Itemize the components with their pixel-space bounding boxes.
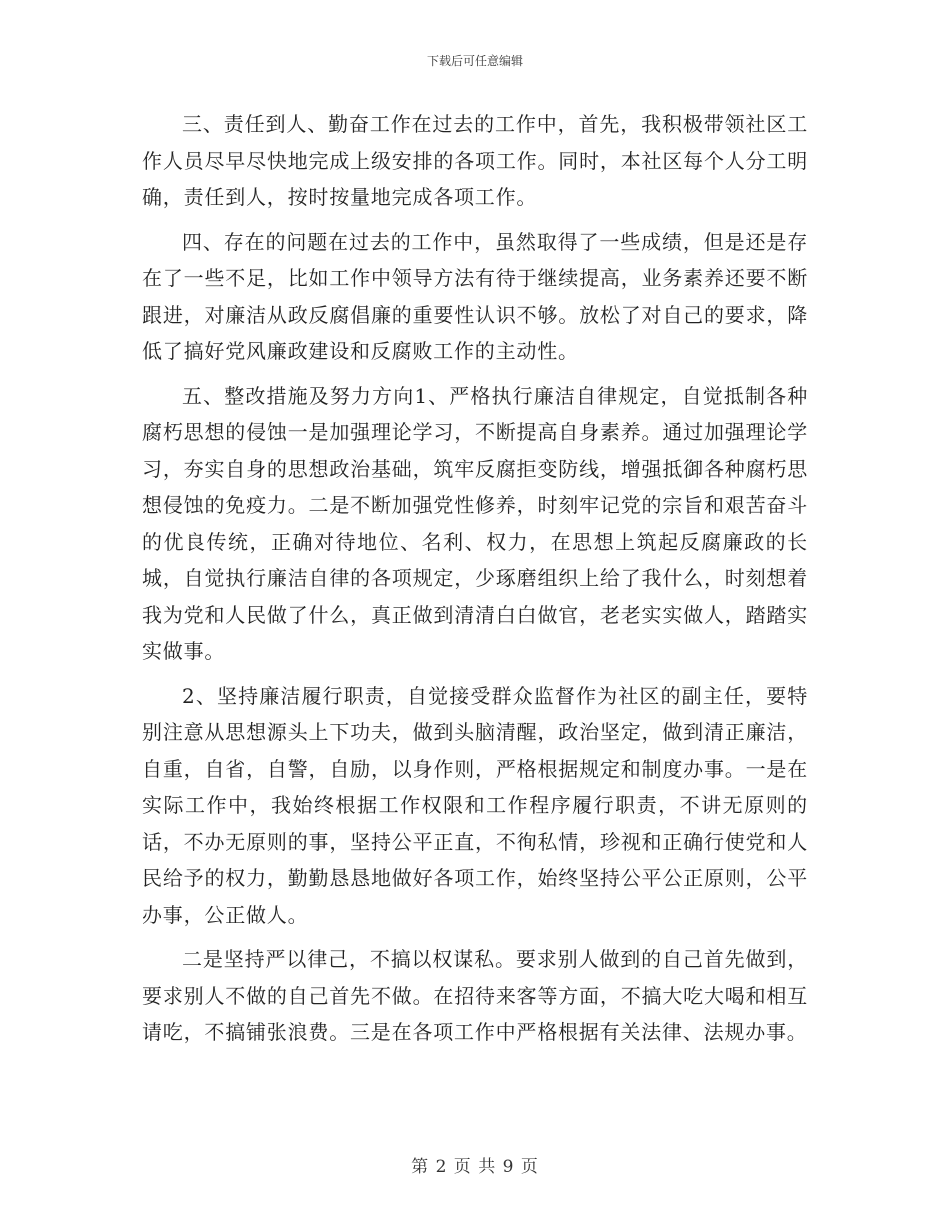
paragraph-responsibility: 三、责任到人、勤奋工作在过去的工作中，首先，我积极带领社区工作人员尽早尽快地完成上级安排的各项工作。同时，本社区每个人分工明确，责任到人，按时按量地完成各项工作。 (142, 112, 808, 209)
paragraph-integrity-duties: 2、坚持廉洁履行职责，自觉接受群众监督作为社区的副主任，要特别注意从思想源头上下功夫，做到头脑清醒，政治坚定，做到清正廉洁，自重，自省，自警，自励，以身作则，严格根据规定和制度办事。一是在实际工作中，我始终根据工作权限和工作程序履行职责，不讲无原则的话，不办无原则的事，坚持公平正直，不徇私情，珍视和正确行使党和人民给予的权力，勤勤恳恳地做好各项工作，始终坚持公平公正原则，公平办事，公正做人。 (142, 683, 808, 927)
paragraph-self-discipline: 二是坚持严以律己，不搞以权谋私。要求别人做到的自己首先做到，要求别人不做的自己首先不做。在招待来客等方面，不搞大吃大喝和相互请吃，不搞铺张浪费。三是在各项工作中严格根据有关法律、法规办事。 (142, 947, 808, 1044)
document-body (142, 106, 808, 1059)
paragraph-rectification: 五、整改措施及努力方向1、严格执行廉洁自律规定，自觉抵制各种腐朽思想的侵蚀一是加强理论学习，不断提高自身素养。通过加强理论学习，夯实自身的思想政治基础，筑牢反腐拒变防线，增强抵御各种腐朽思想侵蚀的免疫力。二是不断加强党性修养，时刻牢记党的宗旨和艰苦奋斗的优良传统，正确对待地位、名利、权力，在思想上筑起反腐廉政的长城，自觉执行廉洁自律的各项规定，少琢磨组织上给了我什么，时刻想着我为党和人民做了什么，真正做到清清白白做官，老老实实做人，踏踏实实做事。 (142, 383, 808, 663)
page-header-note: 下载后可任意编辑 (426, 54, 523, 68)
paragraph-problems: 四、存在的问题在过去的工作中，虽然取得了一些成绩，但是还是存在了一些不足，比如工作中领导方法有待于继续提高，业务素养还要不断跟进，对廉洁从政反腐倡廉的重要性认识不够。放松了对自己的要求，降低了搞好党风廉政建设和反腐败工作的主动性。 (142, 229, 808, 363)
page-number: 第 2 页 共 9 页 (411, 1157, 539, 1177)
